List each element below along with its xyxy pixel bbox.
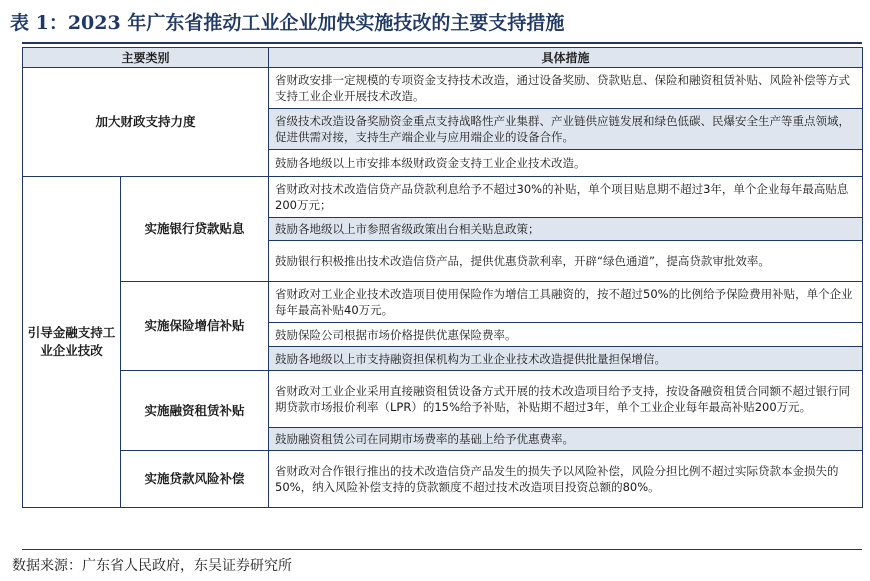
- measure-cell: 省财政对工业企业技术改造项目使用保险作为增信工具融资的，按不超过50%的比例给予保险费用补贴，单个企业每年最高补贴40万元。: [269, 282, 863, 323]
- header-measures: 具体措施: [269, 48, 863, 68]
- source-note: 数据来源：广东省人民政府，东吴证券研究所: [12, 558, 292, 574]
- measures-table: [22, 47, 863, 508]
- bottom-rule: [22, 549, 862, 550]
- header-category: 主要类别: [23, 48, 269, 68]
- top-rule: [22, 42, 862, 44]
- measure-cell: 鼓励融资租赁公司在同期市场费率的基础上给予优惠费率。: [269, 428, 863, 451]
- subcategory-leasing-subsidy: 实施融资租赁补贴: [121, 371, 269, 451]
- table-header-row: [23, 48, 863, 68]
- table-row: [23, 451, 863, 508]
- measure-cell: 省财政对技术改造信贷产品贷款利息给予不超过30%的补贴，单个项目贴息期不超过3年，单个企业每年最高贴息200万元；: [269, 177, 863, 218]
- category-financial-support: 引导金融支持工业企业技改: [23, 177, 121, 508]
- measure-cell: 省级技术改造设备奖励资金重点支持战略性产业集群、产业链供应链发展和绿色低碳、民爆安全生产等重点领域，促进供需对接，支持生产端企业与应用端企业的设备合作。: [269, 109, 863, 150]
- measure-cell: 省财政对合作银行推出的技术改造信贷产品发生的损失予以风险补偿，风险分担比例不超过实际贷款本金损失的50%，纳入风险补偿支持的贷款额度不超过技术改造项目投资总额的80%。: [269, 451, 863, 508]
- measure-cell: 鼓励银行积极推出技术改造信贷产品，提供优惠贷款利率，开辟“绿色通道”，提高贷款审批效率。: [269, 241, 863, 282]
- measure-cell: 鼓励各地级以上市参照省级政策出台相关贴息政策；: [269, 218, 863, 241]
- measure-cell: 省财政安排一定规模的专项资金支持技术改造，通过设备奖励、贷款贴息、保险和融资租赁补贴、风险补偿等方式支持工业企业开展技术改造。: [269, 68, 863, 109]
- table-title: 表 1：2023 年广东省推动工业企业加快实施技改的主要支持措施: [10, 12, 565, 34]
- table-row: [23, 282, 863, 323]
- subcategory-loan-interest: 实施银行贷款贴息: [121, 177, 269, 282]
- measure-cell: 鼓励保险公司根据市场价格提供优惠保险费率。: [269, 323, 863, 347]
- subcategory-insurance-subsidy: 实施保险增信补贴: [121, 282, 269, 371]
- measure-cell: 鼓励各地级以上市安排本级财政资金支持工业企业技术改造。: [269, 150, 863, 177]
- table-row: [23, 68, 863, 109]
- category-fiscal-support: 加大财政支持力度: [23, 68, 269, 177]
- measure-cell: 鼓励各地级以上市支持融资担保机构为工业企业技术改造提供批量担保增信。: [269, 347, 863, 371]
- measure-cell: 省财政对工业企业采用直接融资租赁设备方式开展的技术改造项目给予支持，按设备融资租赁合同额不超过银行同期贷款市场报价利率（LPR）的15%给予补贴，补贴期不超过3年，单个工业企业每年最高补贴200万元。: [269, 371, 863, 428]
- table-row: [23, 371, 863, 428]
- subcategory-risk-compensation: 实施贷款风险补偿: [121, 451, 269, 508]
- table-row: [23, 177, 863, 218]
